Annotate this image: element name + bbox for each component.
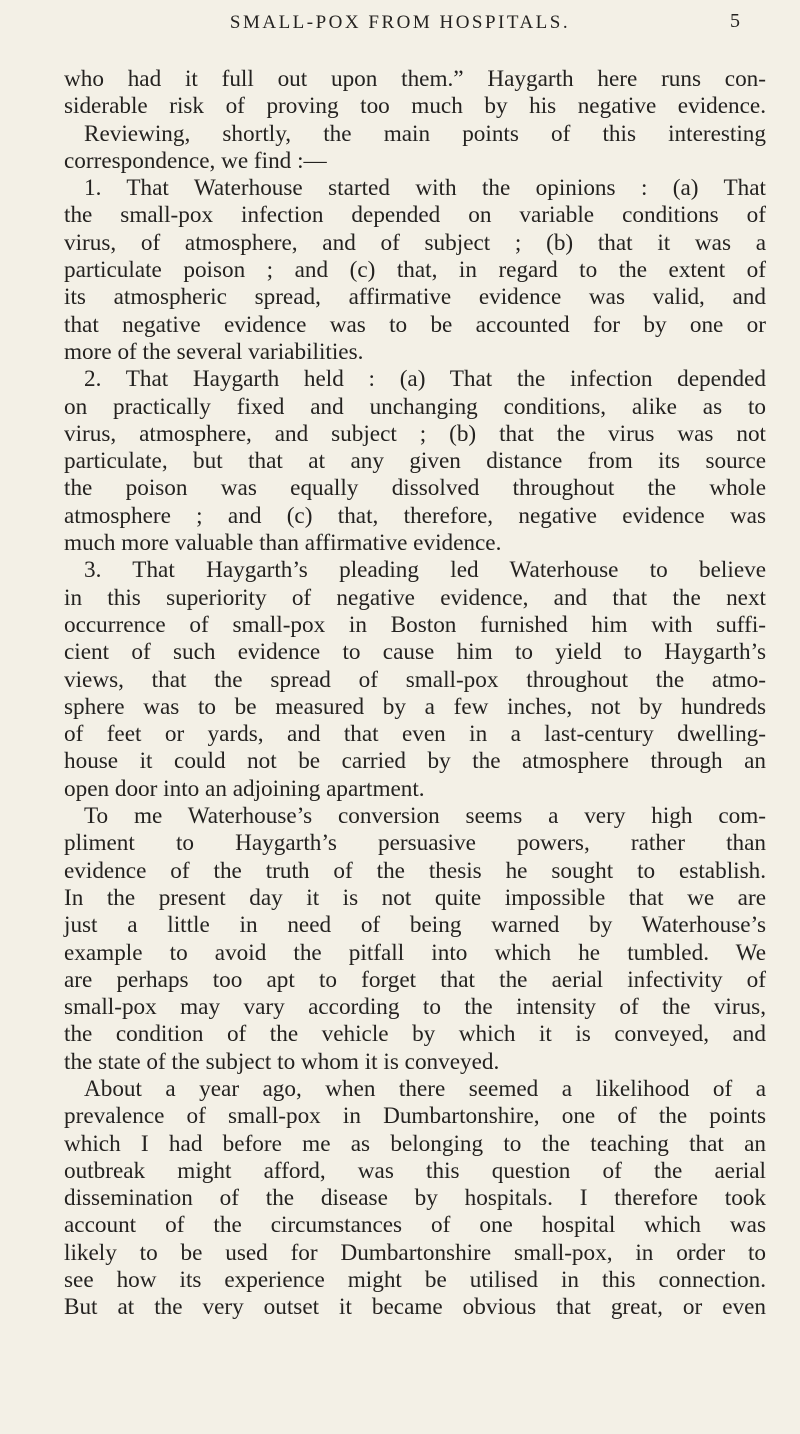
text-line: open door into an adjoining apartment.	[64, 775, 425, 802]
text-line: atmosphere ; and (c) that, therefore, negative evidence was	[64, 502, 766, 529]
text-line: correspondence, we find :—	[64, 147, 327, 174]
text-line: 2. That Haygarth held : (a) That the infection depended	[84, 366, 766, 393]
text-line: the state of the subject to whom it is conveyed.	[64, 1048, 500, 1075]
text-line: example to avoid the pitfall into which he tumbled. We	[64, 939, 766, 966]
text-line: occurrence of small-pox in Boston furnished him with suffi-	[64, 611, 766, 638]
text-line: the condition of the vehicle by which it is conveyed, and	[64, 1021, 766, 1048]
text-line: more of the several variabilities.	[64, 338, 364, 365]
text-line: account of the circumstances of one hospital which was	[64, 1212, 766, 1239]
text-line: siderable risk of proving too much by his negative evidence.	[64, 93, 766, 120]
text-line: views, that the spread of small-pox throughout the atmo-	[64, 666, 766, 693]
page-number: 5	[730, 10, 740, 32]
text-line: cient of such evidence to cause him to yield to Haygarth’s	[64, 639, 766, 666]
text-line: small-pox may vary according to the intensity of the virus,	[64, 994, 766, 1021]
text-line: see how its experience might be utilised in this connection.	[64, 1267, 766, 1294]
text-line: particulate, but that at any given distance from its source	[64, 448, 766, 475]
text-line: 1. That Waterhouse started with the opinions : (a) That	[84, 175, 766, 202]
text-line: just a little in need of being warned by Waterhouse’s	[64, 912, 766, 939]
text-line: virus, of atmosphere, and of subject ; (b) that it was a	[64, 229, 766, 256]
text-line: virus, atmosphere, and subject ; (b) that the virus was not	[64, 420, 766, 447]
text-line: dissemination of the disease by hospitals. I therefore took	[64, 1185, 766, 1212]
page-header	[60, 4, 740, 48]
text-line: 3. That Haygarth’s pleading led Waterhouse to believe	[84, 557, 766, 584]
text-line: its atmospheric spread, affirmative evidence was valid, and	[64, 284, 766, 311]
text-line: in this superiority of negative evidence, and that the next	[64, 584, 766, 611]
text-line: pliment to Haygarth’s persuasive powers, rather than	[64, 830, 766, 857]
text-line: particulate poison ; and (c) that, in regard to the extent of	[64, 257, 766, 284]
text-line: prevalence of small-pox in Dumbartonshire, one of the points	[64, 1103, 766, 1130]
text-line: of feet or yards, and that even in a last-century dwelling-	[64, 721, 766, 748]
text-line: sphere was to be measured by a few inches, not by hundreds	[64, 693, 766, 720]
text-line: likely to be used for Dumbartonshire small-pox, in order to	[64, 1239, 766, 1266]
text-line: But at the very outset it became obvious that great, or even	[64, 1294, 766, 1321]
text-line: About a year ago, when there seemed a likelihood of a	[84, 1075, 766, 1102]
text-line: which I had before me as belonging to the teaching that an	[64, 1130, 766, 1157]
text-line: house it could not be carried by the atmosphere through an	[64, 748, 766, 775]
text-line: who had it full out upon them.” Haygarth here runs con-	[64, 66, 766, 92]
text-line: In the present day it is not quite impossible that we are	[64, 884, 766, 911]
body-text	[64, 66, 766, 1322]
text-line: To me Waterhouse’s conversion seems a very high com-	[84, 803, 766, 830]
text-line: evidence of the truth of the thesis he sought to establish.	[64, 857, 766, 884]
text-line: are perhaps too apt to forget that the aerial infectivity of	[64, 966, 766, 993]
text-line: that negative evidence was to be accounted for by one or	[64, 311, 766, 338]
text-line: the small-pox infection depended on variable conditions of	[64, 202, 766, 229]
text-line: the poison was equally dissolved throughout the whole	[64, 475, 766, 502]
text-line: Reviewing, shortly, the main points of this interesting	[84, 120, 766, 147]
text-line: on practically fixed and unchanging conditions, alike as to	[64, 393, 766, 420]
text-line: much more valuable than affirmative evidence.	[64, 530, 502, 557]
text-line: outbreak might afford, was this question of the aerial	[64, 1157, 766, 1184]
running-head: SMALL-POX FROM HOSPITALS.	[229, 12, 571, 33]
